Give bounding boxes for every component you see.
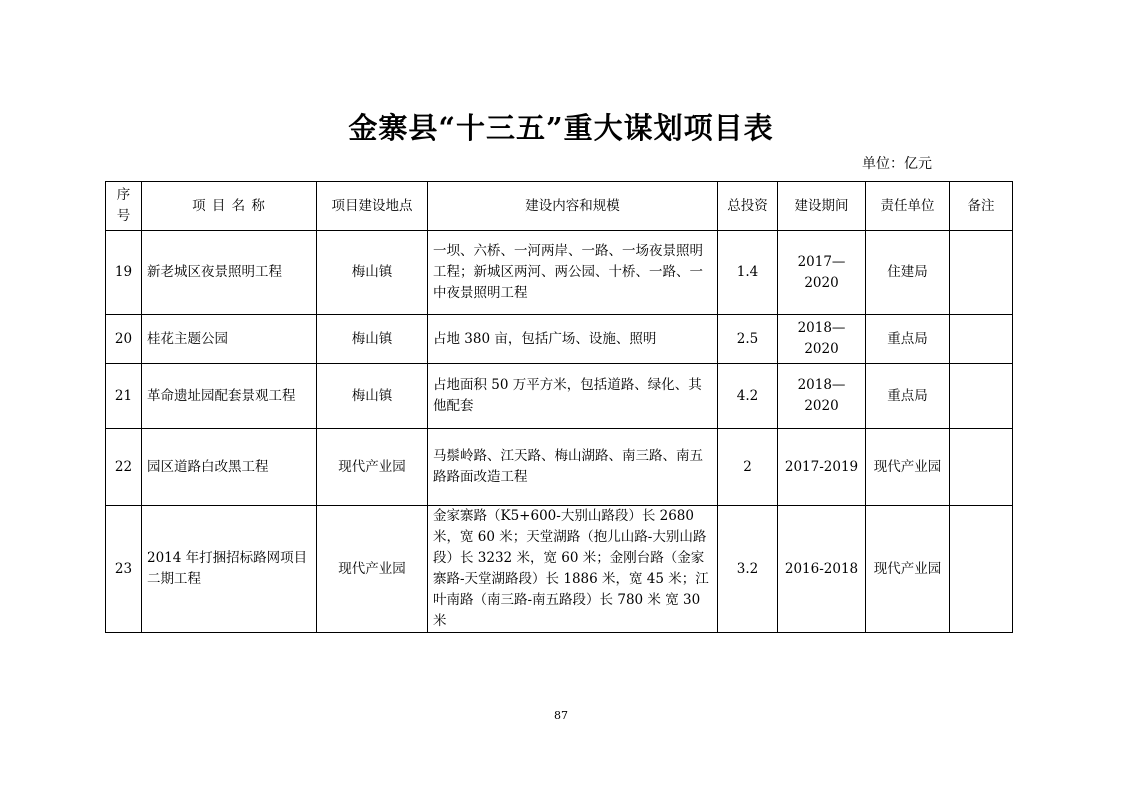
table-row <box>106 429 1013 506</box>
row-no: 23 <box>106 506 142 633</box>
row-name: 桂花主题公园 <box>142 315 317 364</box>
row-content: 占地 380 亩，包括广场、设施、照明 <box>428 315 718 364</box>
page-number: 87 <box>554 709 568 722</box>
row-content: 金家寨路（K5+600-大别山路段）长 2680 米，宽 60 米；天堂湖路（抱儿山路-大别山路段）长 3232 米，宽 60 米；金刚台路（金家寨路-天堂湖路段）长 1886 米，宽 45 米；江叶南路（南三路-南五路段）长 780 米 宽 30 米 <box>428 506 718 633</box>
header-unit: 责任单位 <box>866 182 950 231</box>
row-no: 20 <box>106 315 142 364</box>
row-period: 2016-2018 <box>778 506 866 633</box>
row-period: 2017-2019 <box>778 429 866 506</box>
row-remarks <box>950 231 1013 315</box>
row-remarks <box>950 429 1013 506</box>
row-content: 马鬃岭路、江天路、梅山湖路、南三路、南五路路面改造工程 <box>428 429 718 506</box>
table-header-row <box>106 182 1013 231</box>
row-investment: 2.5 <box>718 315 778 364</box>
page-title: 金寨县“十三五”重大谋划项目表 <box>348 111 774 145</box>
table-row <box>106 364 1013 429</box>
row-name: 园区道路白改黑工程 <box>142 429 317 506</box>
row-name: 2014 年打捆招标路网项目二期工程 <box>142 506 317 633</box>
row-unit: 现代产业园 <box>866 429 950 506</box>
table-row <box>106 315 1013 364</box>
header-period: 建设期间 <box>778 182 866 231</box>
row-investment: 4.2 <box>718 364 778 429</box>
row-remarks <box>950 506 1013 633</box>
row-investment: 1.4 <box>718 231 778 315</box>
row-content: 占地面积 50 万平方米，包括道路、绿化、其他配套 <box>428 364 718 429</box>
row-location: 现代产业园 <box>317 429 428 506</box>
row-unit: 住建局 <box>866 231 950 315</box>
header-investment: 总投资 <box>718 182 778 231</box>
row-name: 新老城区夜景照明工程 <box>142 231 317 315</box>
row-remarks <box>950 364 1013 429</box>
project-table <box>105 181 1013 633</box>
row-location: 梅山镇 <box>317 315 428 364</box>
row-location: 梅山镇 <box>317 364 428 429</box>
row-unit: 现代产业园 <box>866 506 950 633</box>
header-name: 项 目 名 称 <box>142 182 317 231</box>
unit-label: 单位：亿元 <box>862 156 932 172</box>
header-no: 序号 <box>106 182 142 231</box>
table-row <box>106 506 1013 633</box>
row-unit: 重点局 <box>866 364 950 429</box>
row-no: 19 <box>106 231 142 315</box>
row-unit: 重点局 <box>866 315 950 364</box>
row-name: 革命遗址园配套景观工程 <box>142 364 317 429</box>
header-remarks: 备注 <box>950 182 1013 231</box>
row-period: 2017—2020 <box>778 231 866 315</box>
row-content: 一坝、六桥、一河两岸、一路、一场夜景照明工程；新城区两河、两公园、十桥、一路、一中夜景照明工程 <box>428 231 718 315</box>
row-location: 梅山镇 <box>317 231 428 315</box>
header-content: 建设内容和规模 <box>428 182 718 231</box>
row-investment: 3.2 <box>718 506 778 633</box>
row-no: 21 <box>106 364 142 429</box>
row-remarks <box>950 315 1013 364</box>
row-no: 22 <box>106 429 142 506</box>
row-period: 2018—2020 <box>778 315 866 364</box>
row-location: 现代产业园 <box>317 506 428 633</box>
row-investment: 2 <box>718 429 778 506</box>
table-row <box>106 231 1013 315</box>
row-period: 2018—2020 <box>778 364 866 429</box>
header-location: 项目建设地点 <box>317 182 428 231</box>
